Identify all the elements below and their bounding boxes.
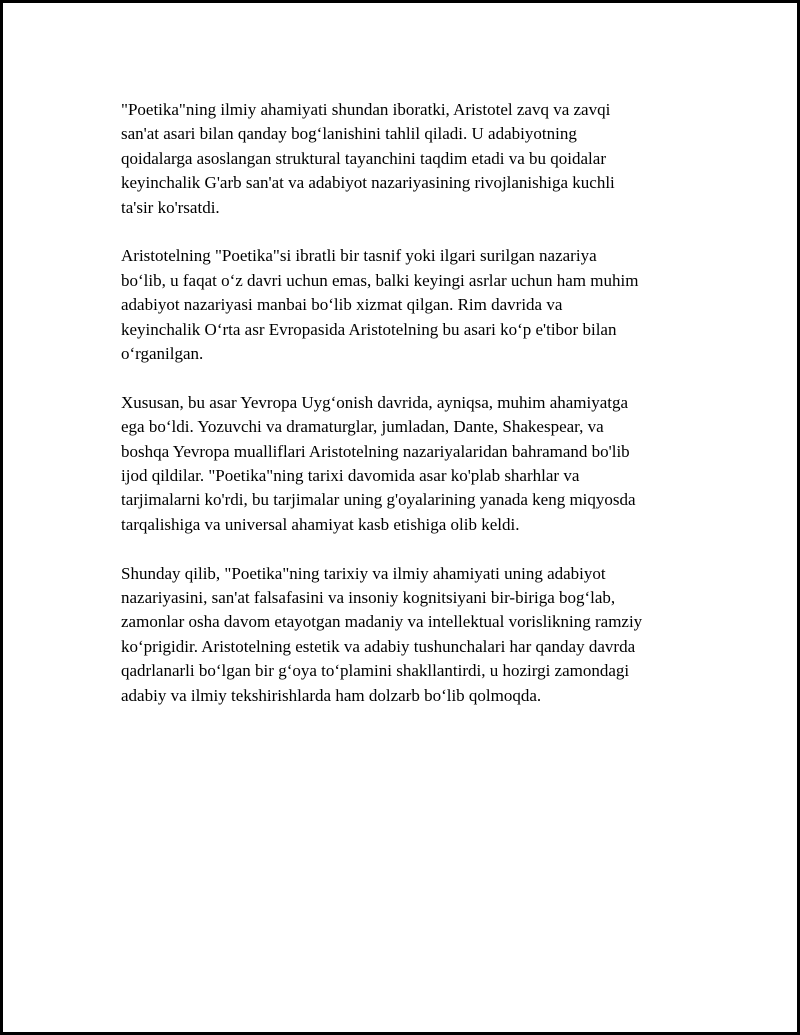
- text-line: ega bo‘ldi. Yozuvchi va dramaturglar, jumladan, Dante, Shakespear, va: [121, 417, 604, 437]
- text-line: Shunday qilib, "Poetika"ning tarixiy va ilmiy ahamiyati uning adabiyot: [121, 563, 606, 583]
- text-line: Aristotelning "Poetika"si ibratli bir tasnif yoki ilgari surilgan nazariya: [121, 246, 597, 266]
- text-line: nazariyasini, san'at falsafasini va insoniy kognitsiyani bir-biriga bog‘lab,: [121, 588, 616, 608]
- text-line: qadrlanarli bo‘lgan bir g‘oya to‘plamini shakllantirdi, u hozirgi zamondagi: [121, 661, 630, 681]
- text-line: Xususan, bu asar Yevropa Uyg‘onish davrida, ayniqsa, muhim ahamiyatga: [121, 392, 629, 412]
- paragraph-1: [121, 98, 701, 220]
- text-line: o‘rganilgan.: [121, 344, 204, 364]
- text-line: boshqa Yevropa mualliflari Aristotelning nazariyalaridan bahramand bo'lib: [121, 441, 630, 461]
- paragraph-2: [121, 244, 701, 366]
- text-line: ijod qildilar. "Poetika"ning tarixi davomida asar ko'plab sharhlar va: [121, 466, 580, 486]
- text-line: tarjimalarni ko'rdi, bu tarjimalar uning g'oyalarining yanada keng miqyosda: [121, 490, 636, 510]
- text-line: bo‘lib, u faqat o‘z davri uchun emas, balki keyingi asrlar uchun ham muhim: [121, 270, 639, 290]
- text-line: ta'sir ko'rsatdi.: [121, 197, 220, 217]
- text-line: "Poetika"ning ilmiy ahamiyati shundan iboratki, Aristotel zavq va zavqi: [121, 100, 611, 119]
- text-line: zamonlar osha davom etayotgan madaniy va intellektual vorislikning ramziy: [121, 612, 643, 632]
- text-line: keyinchalik O‘rta asr Evropasida Aristotelning bu asari ko‘p e'tibor bilan: [121, 319, 617, 339]
- paragraph-3: [121, 391, 701, 537]
- text-line: tarqalishiga va universal ahamiyat kasb etishiga olib keldi.: [121, 514, 520, 534]
- text-line: adabiyot nazariyasi manbai bo‘lib xizmat qilgan. Rim davrida va: [121, 295, 563, 315]
- text-line: adabiy va ilmiy tekshirishlarda ham dolzarb bo‘lib qolmoqda.: [121, 685, 542, 705]
- text-line: ko‘prigidir. Aristotelning estetik va adabiy tushunchalari har qanday davrda: [121, 636, 636, 656]
- text-line: san'at asari bilan qanday bog‘lanishini tahlil qiladi. U adabiyotning: [121, 124, 577, 144]
- text-line: keyinchalik G'arb san'at va adabiyot nazariyasining rivojlanishiga kuchli: [121, 173, 615, 193]
- paragraph-4: [121, 562, 701, 708]
- text-line: qoidalarga asoslangan struktural tayanchini taqdim etadi va bu qoidalar: [121, 148, 606, 168]
- document-body: [121, 98, 701, 733]
